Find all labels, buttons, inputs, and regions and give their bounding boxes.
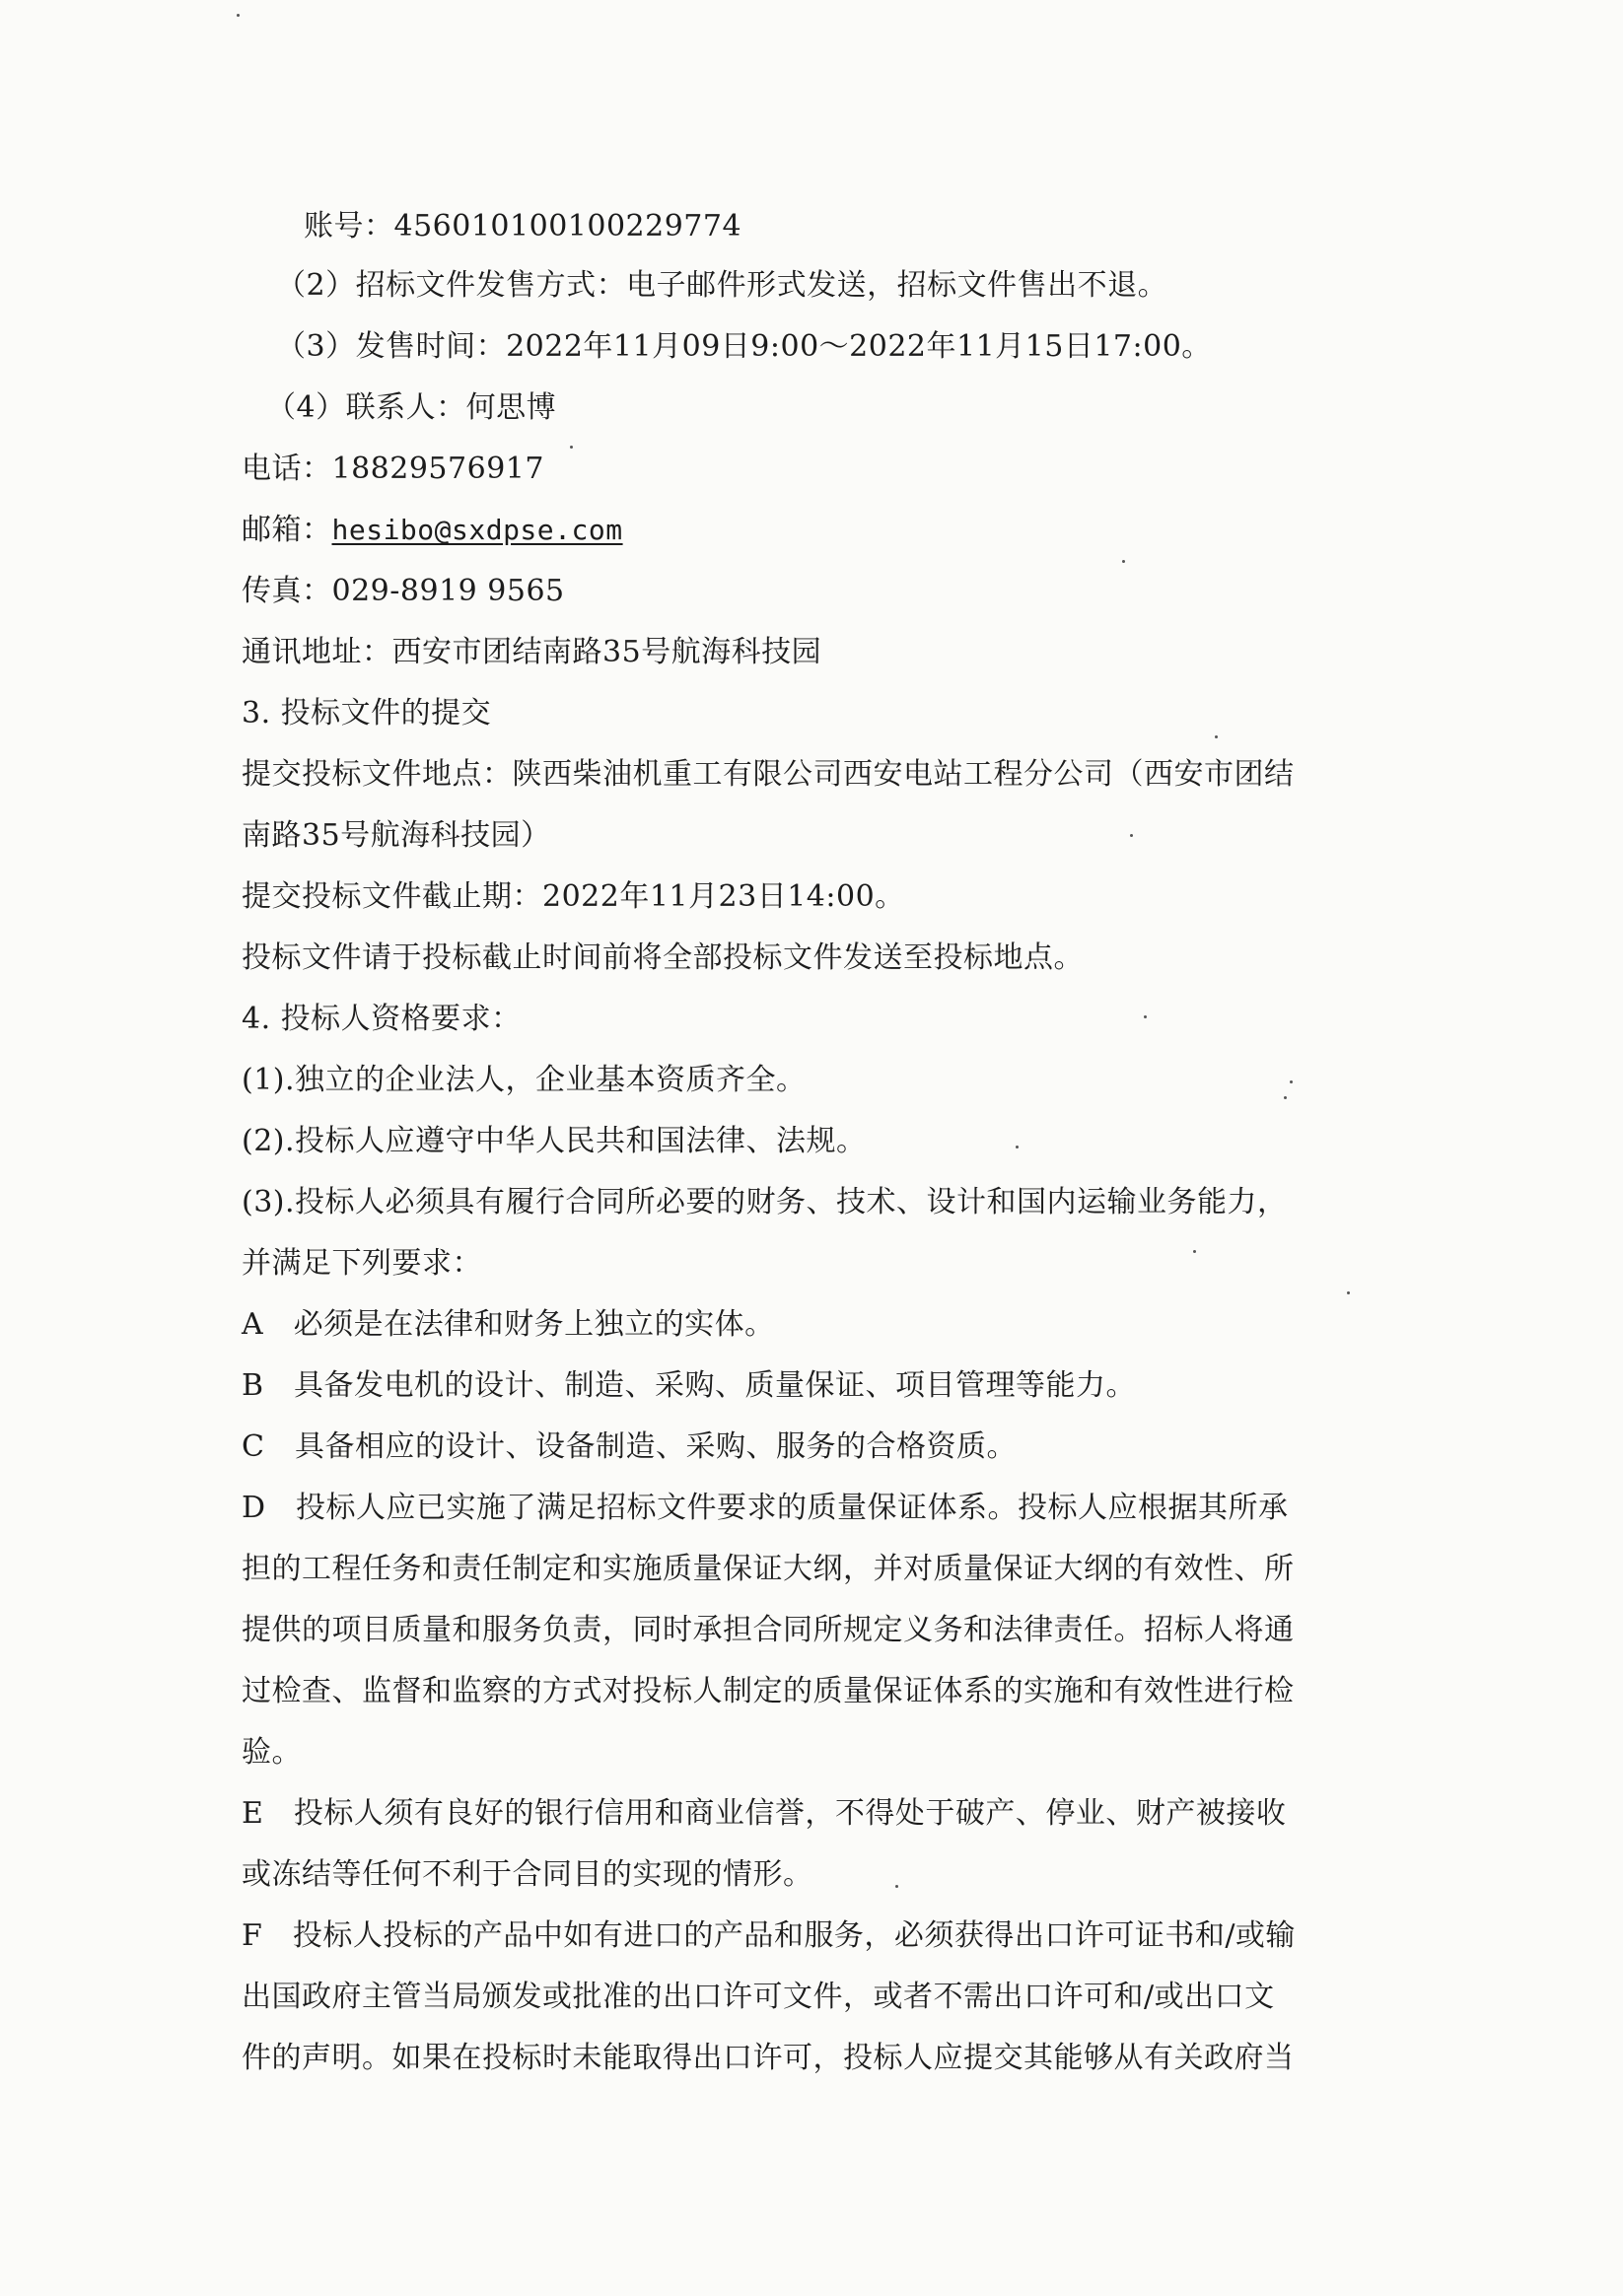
scan-speck: [1284, 1096, 1287, 1099]
account-number-line: 账号：456010100100229774: [304, 209, 742, 244]
scan-speck: [237, 14, 240, 17]
scan-speck: [1016, 1146, 1019, 1148]
fax-line: 传真：029-8919 9565: [242, 574, 565, 608]
email-line: [242, 509, 1385, 552]
scan-speck: [895, 1885, 898, 1888]
submission-location-line-2: 南路35号航海科技园）: [242, 818, 551, 853]
item-e-line-1: E 投标人须有良好的银行信用和商业信誉，不得处于破产、停业、财产被接收: [242, 1796, 1287, 1831]
requirement-3-line-1: (3).投标人必须具有履行合同所必要的财务、技术、设计和国内运输业务能力，: [242, 1185, 1288, 1219]
scan-speck: [1144, 1015, 1147, 1018]
requirement-1-line: (1).独立的企业法人，企业基本资质齐全。: [242, 1063, 807, 1097]
section-heading-submission: 3. 投标文件的提交: [242, 696, 492, 731]
submission-deadline-line: 提交投标文件截止期：2022年11月23日14:00。: [242, 879, 905, 914]
phone-line: 电话：18829576917: [242, 452, 544, 486]
item-d-line-3: 提供的项目质量和服务负责，同时承担合同所规定义务和法律责任。招标人将通: [242, 1613, 1295, 1647]
item-d-line-2: 担的工程任务和责任制定和实施质量保证大纲，并对质量保证大纲的有效性、所: [242, 1552, 1295, 1586]
sale-time-line: （3）发售时间：2022年11月09日9:00～2022年11月15日17:00。: [276, 329, 1212, 364]
scan-speck: [1215, 735, 1218, 738]
section-heading-qualification: 4. 投标人资格要求：: [242, 1002, 522, 1036]
scan-speck: [1193, 1250, 1196, 1253]
item-f-line-1: F 投标人投标的产品中如有进口的产品和服务，必须获得出口许可证书和/或输: [242, 1918, 1296, 1953]
scan-speck: [570, 446, 573, 449]
item-b-line: B 具备发电机的设计、制造、采购、质量保证、项目管理等能力。: [242, 1368, 1137, 1403]
item-f-line-3: 件的声明。如果在投标时未能取得出口许可，投标人应提交其能够从有关政府当: [242, 2041, 1295, 2075]
item-d-line-1: D 投标人应已实施了满足招标文件要求的质量保证体系。投标人应根据其所承: [242, 1491, 1289, 1525]
email-label: 邮箱：: [242, 513, 332, 547]
item-f-line-2: 出国政府主管当局颁发或批准的出口许可文件，或者不需出口许可和/或出口文: [242, 1980, 1275, 2014]
scan-speck: [1130, 834, 1133, 837]
submission-location-line-1: 提交投标文件地点：陕西柴油机重工有限公司西安电站工程分公司（西安市团结: [242, 757, 1295, 792]
requirement-2-line: (2).投标人应遵守中华人民共和国法律、法规。: [242, 1124, 867, 1158]
scan-speck: [1122, 560, 1125, 563]
item-d-line-4: 过检查、监督和监察的方式对投标人制定的质量保证体系的实施和有效性进行检: [242, 1674, 1295, 1708]
address-line: 通讯地址：西安市团结南路35号航海科技园: [242, 635, 822, 669]
item-e-line-2: 或冻结等任何不利于合同目的实现的情形。: [242, 1857, 813, 1892]
scan-speck: [1290, 1080, 1293, 1083]
email-address-link[interactable]: hesibo@sxdpse.com: [331, 514, 623, 546]
submission-note-line: 投标文件请于投标截止时间前将全部投标文件发送至投标地点。: [242, 940, 1084, 975]
item-a-line: A 必须是在法律和财务上独立的实体。: [242, 1307, 775, 1342]
requirement-3-line-2: 并满足下列要求：: [242, 1246, 482, 1281]
item-d-line-5: 验。: [242, 1735, 302, 1770]
contact-person-line: （4）联系人：何思博: [266, 390, 557, 425]
scan-speck: [1347, 1291, 1350, 1294]
sale-method-line: （2）招标文件发售方式：电子邮件形式发送，招标文件售出不退。: [276, 268, 1168, 303]
item-c-line: C 具备相应的设计、设备制造、采购、服务的合格资质。: [242, 1429, 1017, 1464]
